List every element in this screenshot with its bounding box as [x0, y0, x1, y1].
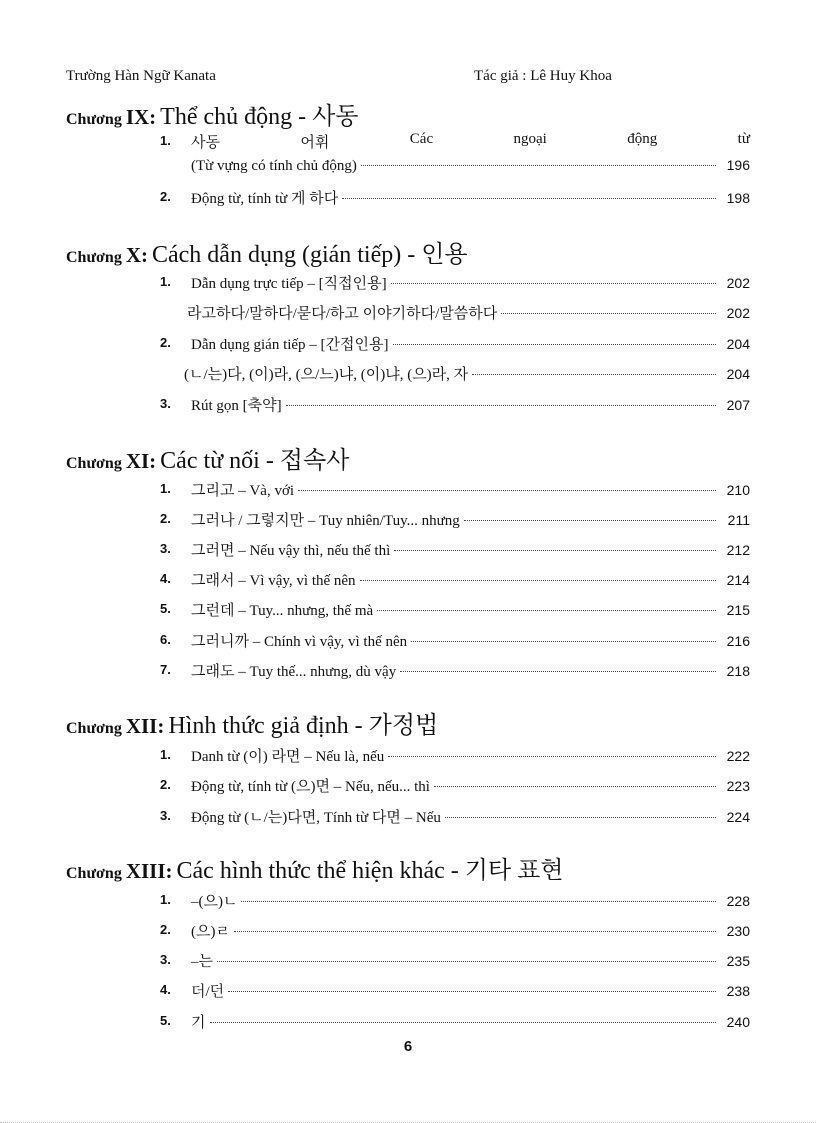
entry-page: 196	[726, 157, 750, 173]
header-author: Tác giả : Lê Huy Khoa	[474, 68, 612, 84]
entry-word: Các	[409, 131, 434, 147]
entry-page: 240	[726, 1014, 750, 1030]
entry-text: 기	[191, 1015, 206, 1031]
header-school: Trường Hàn Ngữ Kanata	[66, 68, 216, 84]
toc-entry	[160, 745, 750, 769]
toc-entry	[160, 775, 750, 799]
toc-entry	[160, 890, 750, 914]
entry-number: 1.	[160, 892, 171, 907]
entry-text: –(으)ㄴ	[191, 894, 238, 910]
entry-text: 그래도 – Tuy thế... nhưng, dù vậy	[191, 664, 397, 680]
entry-number: 2.	[160, 189, 171, 204]
entry-text: Động từ (ㄴ/는)다면, Tính từ 다면 – Nếu	[191, 810, 441, 826]
toc-entry-justified-line	[191, 131, 750, 152]
dot-leader	[360, 580, 716, 581]
dot-leader	[400, 671, 716, 672]
toc-entry	[160, 333, 750, 357]
entry-page: 198	[726, 190, 750, 206]
entry-text: 그래서 – Vì vậy, vì thế nên	[191, 573, 356, 589]
entry-number: 1.	[160, 133, 171, 148]
entry-page: 214	[726, 572, 750, 588]
chapter-heading-ix	[66, 96, 358, 131]
entry-text: (으)ㄹ	[191, 924, 230, 940]
chapter-heading-xiii	[66, 850, 563, 885]
chapter-title: Hình thức giả định - 가정법	[168, 713, 439, 739]
dot-leader	[361, 165, 716, 166]
chapter-title: Các hình thức thể hiện khác - 기타 표현	[176, 858, 564, 884]
toc-entry	[160, 920, 750, 944]
toc-entry	[160, 980, 750, 1004]
entry-number: 3.	[160, 808, 171, 823]
entry-word: 어휘	[300, 135, 330, 151]
toc-entry	[160, 1011, 750, 1035]
toc-entry	[160, 363, 750, 387]
entry-number: 6.	[160, 632, 171, 647]
entry-text: Rút gọn [축약]	[191, 398, 282, 414]
chapter-title: Thể chủ động - 사동	[160, 104, 359, 130]
toc-entry	[160, 630, 750, 654]
dot-leader	[464, 520, 716, 521]
entry-number: 5.	[160, 601, 171, 616]
entry-text: 그런데 – Tuy... nhưng, thế mà	[191, 603, 374, 619]
entry-number: 1.	[160, 274, 171, 289]
entry-word: 사동	[191, 135, 220, 151]
entry-number: 3.	[160, 396, 171, 411]
entry-page: 216	[726, 633, 750, 649]
chapter-heading-x	[66, 234, 468, 269]
entry-text: Động từ, tính từ (으)면 – Nếu, nếu... thì	[191, 779, 430, 795]
toc-entry	[160, 660, 750, 684]
entry-page: 215	[726, 602, 750, 618]
dot-leader	[241, 901, 716, 902]
toc-entry-continuation	[160, 157, 750, 181]
entry-number: 2.	[160, 335, 171, 350]
dot-leader	[391, 283, 716, 284]
chapter-word: Chương	[66, 249, 122, 266]
dot-leader	[342, 198, 716, 199]
entry-page: 224	[726, 809, 750, 825]
dot-leader	[434, 786, 716, 787]
entry-text: 그러면 – Nếu vậy thì, nếu thế thì	[191, 543, 391, 559]
chapter-number: IX:	[125, 105, 157, 129]
dot-leader	[210, 1022, 717, 1023]
dot-leader	[286, 405, 716, 406]
entry-word: từ	[737, 131, 750, 147]
page-header	[66, 68, 750, 88]
entry-text: 그러나 / 그렇지만 – Tuy nhiên/Tuy... nhưng	[191, 513, 460, 529]
chapter-word: Chương	[66, 111, 122, 128]
toc-entry	[160, 950, 750, 974]
entry-number: 2.	[160, 922, 171, 937]
dot-leader	[394, 550, 716, 551]
entry-page: 204	[726, 366, 750, 382]
entry-text: 더/던	[191, 984, 225, 1000]
entry-page: 218	[726, 663, 750, 679]
entry-text: 그러니까 – Chính vì vậy, vì thế nên	[191, 634, 408, 650]
dot-leader	[411, 641, 716, 642]
dot-leader	[445, 817, 716, 818]
entry-page: 210	[726, 482, 750, 498]
dot-leader	[388, 756, 716, 757]
entry-text: Dẫn dụng trực tiếp – [직접인용]	[191, 276, 387, 292]
entry-text: Dẫn dụng gián tiếp – [간접인용]	[191, 337, 389, 353]
entry-number: 1.	[160, 747, 171, 762]
chapter-heading-xii	[66, 705, 438, 740]
chapter-title: Cách dẫn dụng (gián tiếp) - 인용	[151, 242, 468, 268]
toc-entry	[160, 272, 750, 296]
chapter-number: X:	[125, 243, 148, 267]
entry-page: 222	[726, 748, 750, 764]
entry-page: 204	[726, 336, 750, 352]
dot-leader	[393, 344, 716, 345]
entry-word: ngoại	[513, 131, 547, 147]
entry-number: 3.	[160, 952, 171, 967]
entry-page: 235	[726, 953, 750, 969]
entry-page: 202	[726, 275, 750, 291]
toc-entry	[160, 599, 750, 623]
chapter-word: Chương	[66, 720, 122, 737]
entry-page: 211	[727, 512, 750, 528]
toc-entry	[160, 187, 750, 211]
entry-word: động	[627, 131, 658, 147]
toc-entry	[160, 394, 750, 418]
chapter-number: XII:	[125, 714, 165, 738]
entry-number: 4.	[160, 982, 171, 997]
entry-page: 230	[726, 923, 750, 939]
entry-page: 223	[726, 778, 750, 794]
entry-page: 202	[726, 305, 750, 321]
dot-leader	[501, 313, 716, 314]
entry-page: 207	[726, 397, 750, 413]
entry-number: 1.	[160, 481, 171, 496]
entry-page: 228	[726, 893, 750, 909]
dot-leader	[377, 610, 716, 611]
toc-entry	[160, 509, 750, 533]
entry-text: –는	[191, 954, 213, 970]
dot-leader	[298, 490, 716, 491]
entry-text: Động từ, tính từ 게 하다	[191, 191, 339, 207]
entry-page: 238	[726, 983, 750, 999]
entry-number: 2.	[160, 777, 171, 792]
entry-number: 3.	[160, 541, 171, 556]
entry-number: 5.	[160, 1013, 171, 1028]
entry-text: 라고하다/말하다/묻다/하고 이야기하다/말씀하다	[187, 306, 498, 322]
page-number: 6	[403, 1038, 413, 1055]
chapter-word: Chương	[66, 455, 122, 472]
dot-leader	[217, 961, 716, 962]
chapter-heading-xi	[66, 440, 349, 475]
toc-entry	[160, 479, 750, 503]
entry-number: 2.	[160, 511, 171, 526]
entry-number: 7.	[160, 662, 171, 677]
toc-entry	[160, 302, 750, 326]
dot-leader	[228, 991, 716, 992]
entry-text: (Từ vựng có tính chủ động)	[191, 158, 357, 174]
toc-entry	[160, 806, 750, 830]
entry-text: Danh từ (이) 라면 – Nếu là, nếu	[191, 749, 385, 765]
entry-text: (ㄴ/는)다, (이)라, (으/느)냐, (이)냐, (으)라, 자	[184, 367, 469, 383]
toc-entry	[160, 569, 750, 593]
dot-leader	[234, 931, 716, 932]
entry-number: 4.	[160, 571, 171, 586]
dot-leader	[472, 374, 716, 375]
chapter-number: XIII:	[125, 859, 173, 883]
chapter-word: Chương	[66, 865, 122, 882]
chapter-title: Các từ nối - 접속사	[160, 448, 350, 474]
toc-entry	[160, 539, 750, 563]
chapter-number: XI:	[125, 449, 157, 473]
entry-text: 그리고 – Và, với	[191, 483, 295, 499]
entry-page: 212	[726, 542, 750, 558]
